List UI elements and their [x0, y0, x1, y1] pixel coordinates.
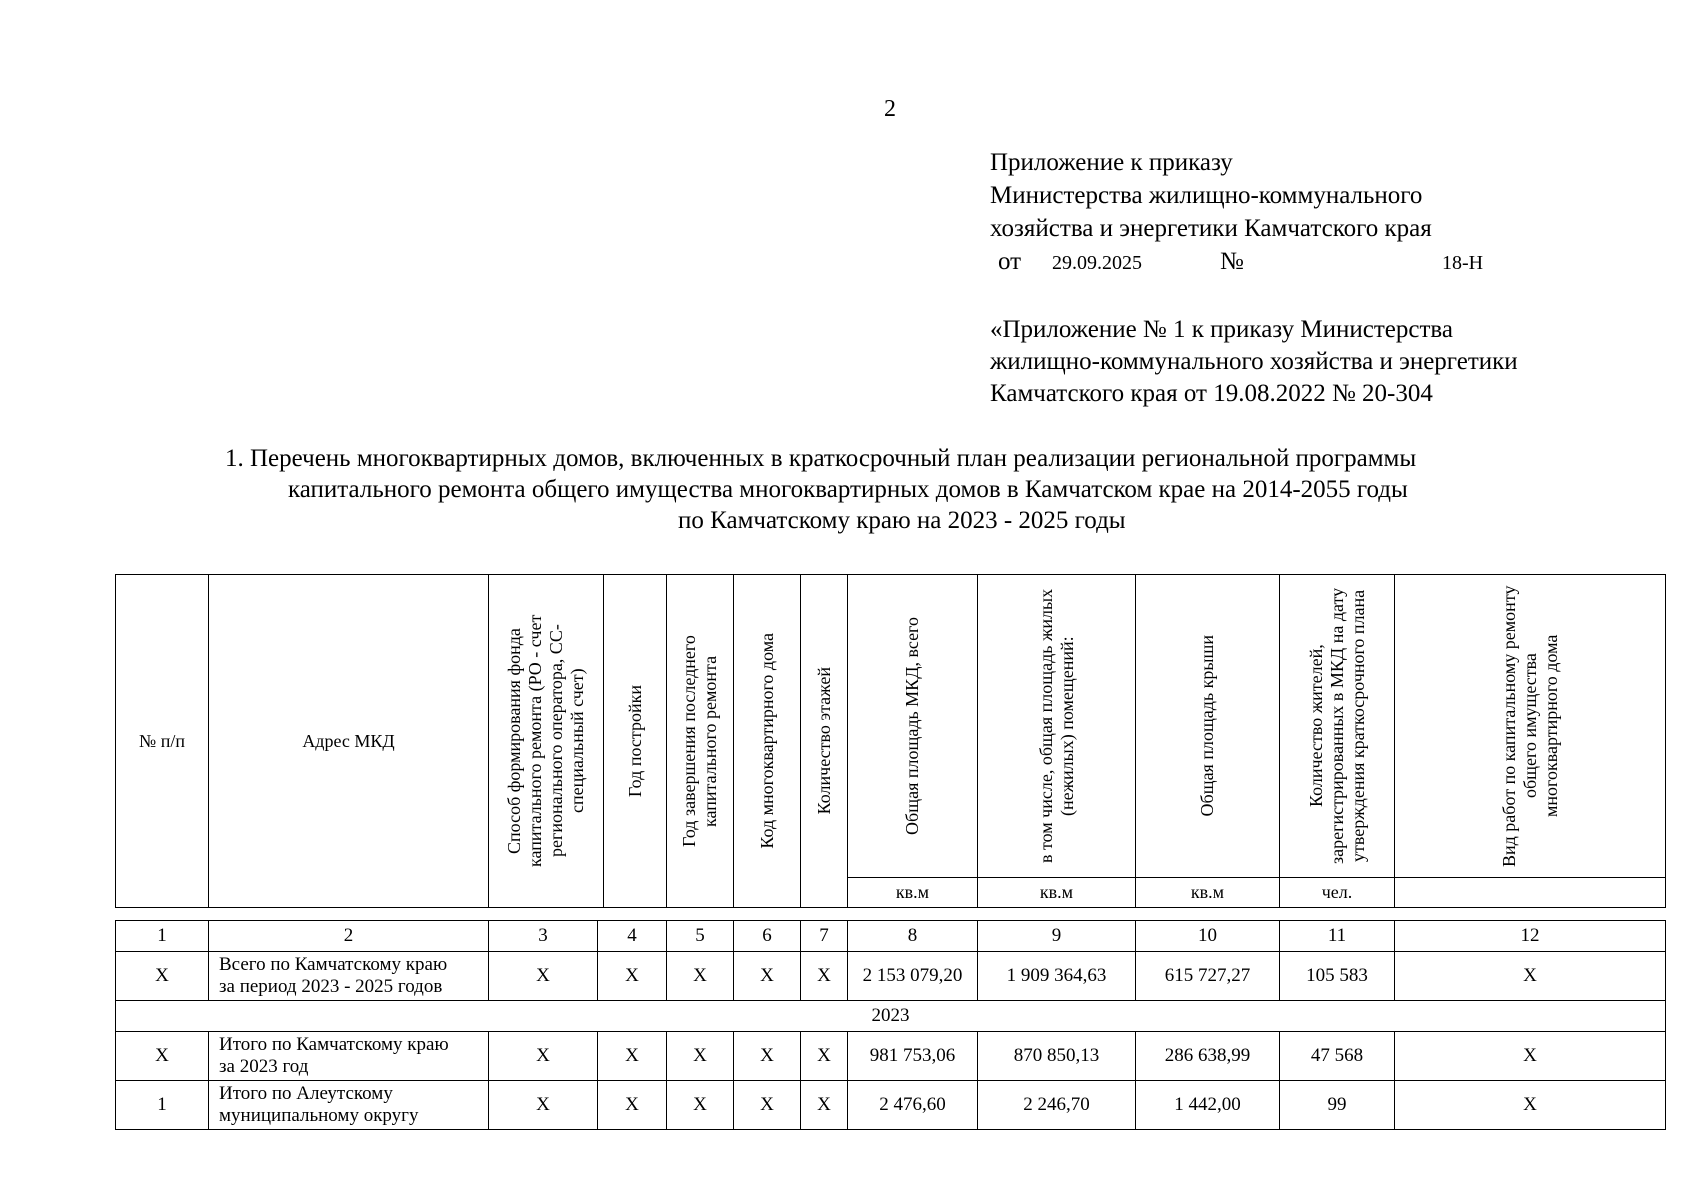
column-number: 10 — [1136, 921, 1280, 952]
column-number: 12 — [1395, 921, 1666, 952]
row-total-area: 2 476,60 — [848, 1081, 978, 1130]
unit-total-area: кв.м — [848, 878, 978, 908]
row-work-type: Х — [1395, 1032, 1666, 1081]
col-header-living-area: в том числе, общая площадь жилых (нежилых) помещений: — [978, 575, 1136, 878]
row-work-type: Х — [1395, 1081, 1666, 1130]
number-label: № — [1220, 248, 1244, 275]
appendix-line: Министерства жилищно-коммунального — [990, 182, 1423, 209]
quote-line: «Приложение № 1 к приказу Министерства — [990, 316, 1453, 343]
col-header-roof-area: Общая площадь крыши — [1136, 575, 1280, 878]
unit-residents: чел. — [1280, 878, 1395, 908]
row-work-type: Х — [1395, 952, 1666, 1001]
row-house-code: Х — [734, 1081, 801, 1130]
row-address: Всего по Камчатскому краю за период 2023 - 2025 годов — [209, 952, 489, 1001]
heading-line-2: капитального ремонта общего имущества многоквартирных домов в Камчатском крае на 2014-2055 годы — [288, 476, 1408, 503]
row-build-year: Х — [598, 952, 667, 1001]
row-total-area: 2 153 079,20 — [848, 952, 978, 1001]
column-number: 11 — [1280, 921, 1395, 952]
row-build-year: Х — [598, 1032, 667, 1081]
row-living-area: 870 850,13 — [978, 1032, 1136, 1081]
appendix-line: Приложение к приказу — [990, 149, 1233, 176]
heading-line-3: по Камчатскому краю на 2023 - 2025 годы — [678, 507, 1126, 534]
column-number: 3 — [489, 921, 598, 952]
column-number: 7 — [801, 921, 848, 952]
table-row — [116, 1081, 1666, 1130]
row-residents: 99 — [1280, 1081, 1395, 1130]
quoted-appendix — [990, 314, 1670, 410]
appendix-line: хозяйства и энергетики Камчатского края — [990, 215, 1432, 242]
year-row — [116, 1001, 1666, 1032]
year-label: 2023 — [116, 1001, 1666, 1032]
col-header-num: № п/п — [116, 575, 209, 908]
row-fund-method: Х — [489, 1032, 598, 1081]
col-header-fund-method: Способ формирования фонда капитального ремонта (РО - счет регионального оператора, СС- специальный счет) — [489, 575, 604, 908]
order-number: 18-Н — [1442, 252, 1484, 274]
row-address: Итого по Камчатскому краю за 2023 год — [209, 1032, 489, 1081]
row-house-code: Х — [734, 1032, 801, 1081]
page-number: 2 — [884, 96, 896, 122]
row-residents: 105 583 — [1280, 952, 1395, 1001]
col-header-residents: Количество жителей, зарегистрированных в МКД на дату утверждения краткосрочного плана — [1280, 575, 1395, 878]
column-number: 6 — [734, 921, 801, 952]
from-label: от — [998, 248, 1022, 275]
row-last-repair: Х — [667, 1032, 734, 1081]
heading-line-1: 1. Перечень многоквартирных домов, включенных в краткосрочный план реализации региональной программы — [225, 445, 1417, 472]
row-floors: Х — [801, 1032, 848, 1081]
row-living-area: 2 246,70 — [978, 1081, 1136, 1130]
col-header-address: Адрес МКД — [209, 575, 489, 908]
col-header-build-year: Год постройки — [604, 575, 667, 908]
table-header — [115, 574, 1666, 908]
row-roof-area: 286 638,99 — [1136, 1032, 1280, 1081]
unit-living-area: кв.м — [978, 878, 1136, 908]
row-fund-method: Х — [489, 1081, 598, 1130]
row-build-year: Х — [598, 1081, 667, 1130]
col-header-last-repair: Год завершения последнего капитального ремонта — [667, 575, 734, 908]
unit-work-type — [1395, 878, 1666, 908]
order-date: 29.09.2025 — [1052, 252, 1142, 274]
document-heading — [225, 443, 1645, 536]
unit-roof-area: кв.м — [1136, 878, 1280, 908]
col-header-floors: Количество этажей — [801, 575, 848, 908]
row-num: 1 — [116, 1081, 209, 1130]
row-floors: Х — [801, 1081, 848, 1130]
row-num: Х — [116, 952, 209, 1001]
appendix-block — [990, 146, 1630, 279]
table-body — [115, 920, 1666, 1130]
row-roof-area: 1 442,00 — [1136, 1081, 1280, 1130]
quote-line: жилищно-коммунального хозяйства и энергетики — [990, 348, 1518, 375]
row-house-code: Х — [734, 952, 801, 1001]
table-row — [116, 1032, 1666, 1081]
col-header-house-code: Код многоквартирного дома — [734, 575, 801, 908]
row-fund-method: Х — [489, 952, 598, 1001]
column-number: 1 — [116, 921, 209, 952]
column-number: 5 — [667, 921, 734, 952]
row-roof-area: 615 727,27 — [1136, 952, 1280, 1001]
column-number: 9 — [978, 921, 1136, 952]
table-row — [116, 952, 1666, 1001]
column-number: 2 — [209, 921, 489, 952]
row-residents: 47 568 — [1280, 1032, 1395, 1081]
column-number: 8 — [848, 921, 978, 952]
row-num: Х — [116, 1032, 209, 1081]
order-row — [990, 245, 1630, 279]
row-last-repair: Х — [667, 952, 734, 1001]
col-header-work-type: Вид работ по капитальному ремонту общего имущества многоквартирного дома — [1395, 575, 1666, 878]
row-floors: Х — [801, 952, 848, 1001]
row-address: Итого по Алеутскому муниципальному округу — [209, 1081, 489, 1130]
row-last-repair: Х — [667, 1081, 734, 1130]
column-number-row — [116, 921, 1666, 952]
column-number: 4 — [598, 921, 667, 952]
row-total-area: 981 753,06 — [848, 1032, 978, 1081]
row-living-area: 1 909 364,63 — [978, 952, 1136, 1001]
quote-line: Камчатского края от 19.08.2022 № 20-304 — [990, 380, 1433, 407]
col-header-total-area: Общая площадь МКД, всего — [848, 575, 978, 878]
